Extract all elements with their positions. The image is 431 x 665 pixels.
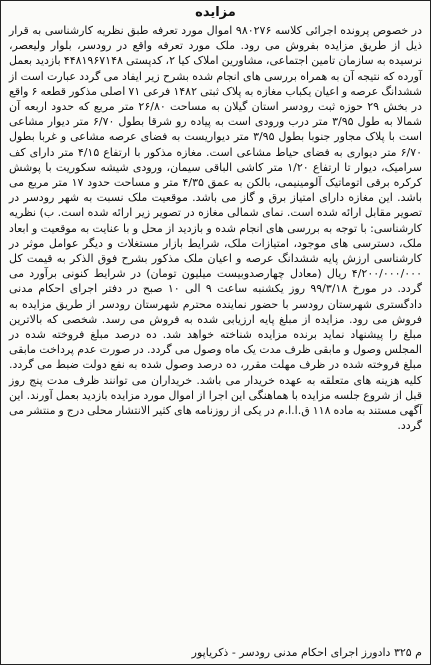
notice-body: در خصوص پرونده اجرائی کلاسه ۹۸۰۲۷۶ اموال مورد تعرفه طبق نظریه کارشناسی به قرار ذیل از طریق مزایده بفروش می رود. ملک مورد تعرفه واقع در رودسر، بلوار ولیعصر، نرسیده به سازمان تامین اجتماعی، مشاورین املاک کیا ۲، کدپستی ۴۴۸۱۹۶۷۱۴۸ بازدید بعمل آورده که نتیجه آن به همراه بررسی های انجام شده بشرح زیر ایفاد می گردد عبارت است از ششدانگ عرصه و اعیان یکباب مغازه به پلاک ثبتی ۱۴۸۲ فرعی ۷۱ اصلی مذکور قطعه ۶ واقع در بخش ۲۹ حوزه ثبت رودسر استان گیلان به مساحت ۲۶/۸۰ متر مربع که حدود اربعه آن شمالا به طول ۳/۹۵ متر درب ورودی است به پیاده رو شرقا بطول ۶/۷۰ متر دیوار مشاعی است با پلاک مجاور جنوبا بطول ۳/۹۵ متر دیواریست به فضای عرصه مشاعی و غربا بطول ۶/۷۰ متر دیواری به فضای حیاط مشاعی است. مغازه مذکور با ارتفاع ۴/۱۵ متر دارای کف سرامیک، دیوار تا ارتفاع ۱/۲۰ متر کاشی الباقی سیمان، ورودی شیشه سکوریت با پوشش کرکره برقی اتوماتیک آلومینیمی، بالکن به عمق ۴/۳۵ متر و مساحت حدود ۱۷ متر مربع می باشد. این مغازه دارای امتیاز برق و گاز می باشد. موقعیت ملک نسبت به شهر رودسر در تصویر مقابل ارائه شده است. نمای شمالی مغازه در تصویر زیر ارائه شده است. ب) نظریه کارشناسی: با توجه به بررسی های انجام شده و بازدید از محل و با عنایت به موقعیت و ابعاد ملک، دسترسی های موجود، امتیازات ملک، شرایط بازار مستغلات و دیگر عوامل موثر در کارشناسی ارزش پایه ششدانگ عرصه و اعیان ملک مذکور بشرح فوق الذکر به قیمت کل ۴/۲۰۰/۰۰۰/۰۰۰ ریال (معادل چهارصدوبیست میلیون تومان) در شرایط کنونی برآورد می گردد. در مورخ ۹۹/۳/۱۸ روز یکشنبه ساعت ۹ الی ۱۰ صبح در دفتر اجرای احکام مدنی دادگستری شهرستان رودسر با حضور نماینده محترم شهرستان رودسر از طریق مزایده به فروش می رود. مزایده از مبلغ پایه ارزیابی شده به فروش می رسد. شخصی که بالاترین مبلغ را پیشنهاد نماید برنده مزایده شناخته خواهد شد. ده درصد مبلغ فروخته شده در المجلس وصول و مابقی ظرف مدت یک ماه وصول می گردد. در صورت عدم پرداخت مابقی مبلغ فروخته شده در ظرف مهلت مقرر، ده درصد وصول شده به نفع دولت ضبط می گردد. کلیه هزینه های متعلقه به عهده خریدار می باشد. خریداران می توانند ظرف مدت پنج روز قبل از شروع جلسه مزایده با هماهنگی این اجرا از اموال مورد مزایده بازدید بعمل آورند. این آگهی مستند به ماده ۱۱۸ ق.ا.ا.م در یکی از روزنامه های کثیر الانتشار محلی درج و منتشر می گردد. [9,24,423,433]
notice-signature: م ۳۲۵ دادورز اجرای احکام مدنی رودسر - ذکریاپور [191,646,422,659]
notice-title: مزایده [195,5,236,20]
